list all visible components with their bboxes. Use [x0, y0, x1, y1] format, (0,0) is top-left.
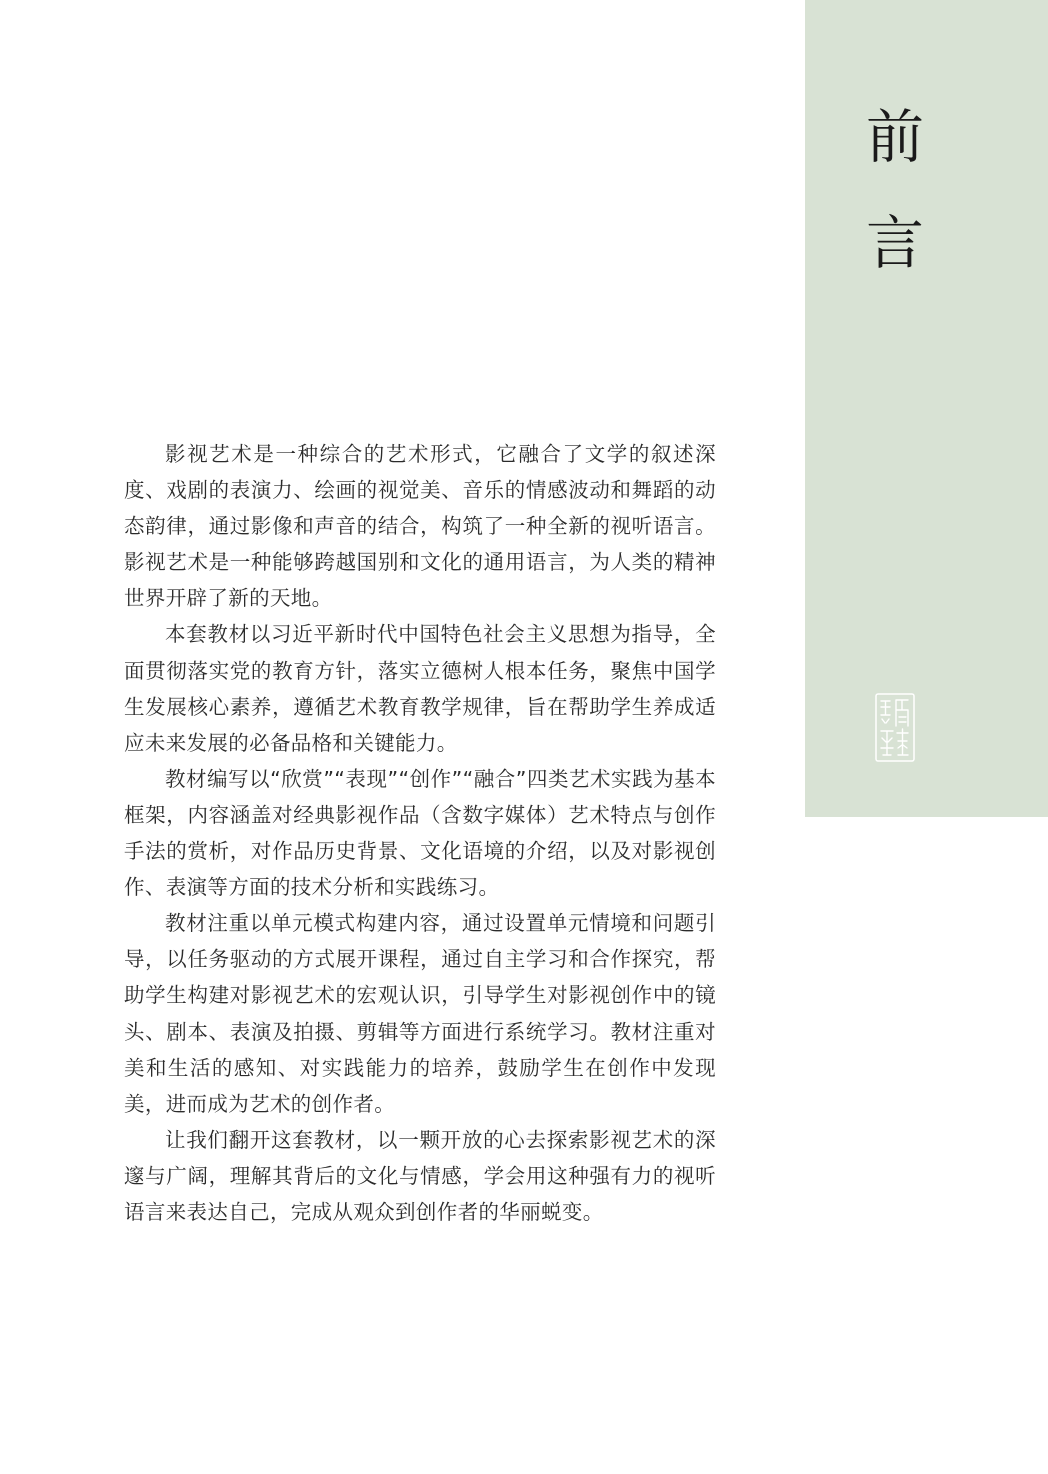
preface-paragraph-5: 让我们翻开这套教材，以一颗开放的心去探索影视艺术的深邃与广阔，理解其背后的文化与情感，学会用这种强有力的视听语言来表达自己，完成从观众到创作者的华丽蜕变。 [124, 1127, 716, 1224]
page-title-char-1: 前 [865, 103, 924, 171]
preface-paragraph-4: 教材注重以单元模式构建内容，通过设置单元情境和问题引导，以任务驱动的方式展开课程，通过自主学习和合作探究，帮助学生构建对影视艺术的宏观认识，引导学生对影视创作中的镜头、剧本、表演及拍摄、剪辑等方面进行系统学习。教材注重对美和生活的感知、对实践能力的培养，鼓励学生在创作中发现美，进而成为艺术的创作者。 [124, 911, 716, 1116]
preface-body [124, 436, 716, 1230]
preface-paragraph-2: 本套教材以习近平新时代中国特色社会主义思想为指导，全面贯彻落实党的教育方针，落实立德树人根本任务，聚焦中国学生发展核心素养，遵循艺术教育教学规律，旨在帮助学生养成适应未来发展的必备品格和关键能力。 [124, 622, 716, 755]
seal-stamp-icon [875, 693, 915, 762]
preface-paragraph-1: 影视艺术是一种综合的艺术形式，它融合了文学的叙述深度、戏剧的表演力、绘画的视觉美、音乐的情感波动和舞蹈的动态韵律，通过影像和声音的结合，构筑了一种全新的视听语言。影视艺术是一种能够跨越国别和文化的通用语言，为人类的精神世界开辟了新的天地。 [124, 442, 716, 611]
preface-paragraph-3: 教材编写以“欣赏”“表现”“创作”“融合”四类艺术实践为基本框架，内容涵盖对经典影视作品（含数字媒体）艺术特点与创作手法的赏析，对作品历史背景、文化语境的介绍，以及对影视创作、表演等方面的技术分析和实践练习。 [124, 766, 716, 900]
page-title-char-2: 言 [865, 209, 924, 277]
